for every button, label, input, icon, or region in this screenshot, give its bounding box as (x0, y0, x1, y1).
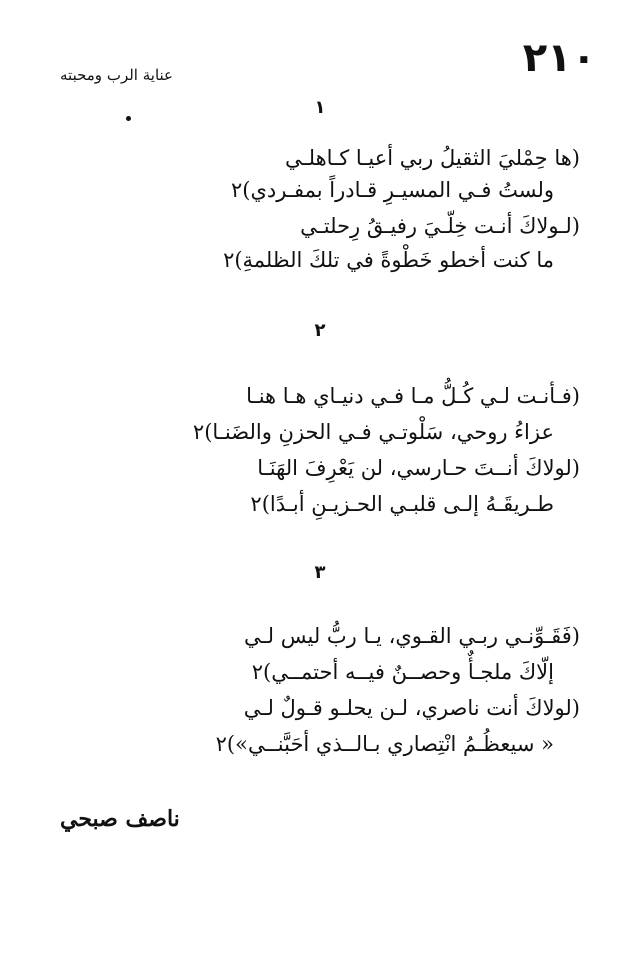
verse-line: (لولاكَ أنت ناصري، لـن يحلـو قـولٌ لـي (243, 696, 580, 720)
verse-line: (لـولاكَ أنـت خِلّـيَ رفيـقُ رِحلتـي (300, 214, 580, 238)
page-number: ٢١٠ (522, 35, 596, 81)
verse-line: إلّاكَ ملجـأٌ وحصــنٌ فيــه أحتمــي)٢ (251, 660, 554, 684)
verse-line: ما كنت أخطو خَطْوةً في تلكَ الظلمةِ)٢ (223, 248, 554, 272)
verse-line: (لولاكَ أنــتَ حـارسي، لن يَعْرِفَ الهَنَـا (257, 456, 580, 480)
verse-line: ولستُ فـي المسيـرِ قـادراً بمفـردي)٢ (231, 178, 554, 202)
verse-line: (فَقَـوِّنـي ربـي القـوي، يـا ربُّ ليس لـي (244, 624, 580, 648)
ornament-dot (126, 116, 131, 121)
stanza-number: ١ (314, 97, 326, 118)
verse-line: (فـأنـت لـي كُـلُّ مـا فـي دنيـاي هـا هنـا (246, 384, 580, 408)
verse-line: عزاءُ روحي، سَلْوتـي فـي الحزنِ والضَنـا)٢ (192, 420, 554, 444)
author-signature: ناصف صبحي (60, 806, 180, 832)
stanza-number: ٢ (314, 320, 326, 341)
running-head: عناية الرب ومحبته (60, 66, 173, 84)
stanza-number: ٣ (314, 562, 326, 583)
verse-line: « سيعظُـمُ انْتِصاري بـالــذي أحَبَّنــي»)٢ (215, 732, 554, 756)
verse-line: (ها حِمْليَ الثقيلُ ربي أعيـا كـاهلـي (284, 146, 580, 170)
verse-line: طـريقَـهُ إلـى قلبـي الحـزيـنِ أبـدًا)٢ (250, 492, 554, 516)
